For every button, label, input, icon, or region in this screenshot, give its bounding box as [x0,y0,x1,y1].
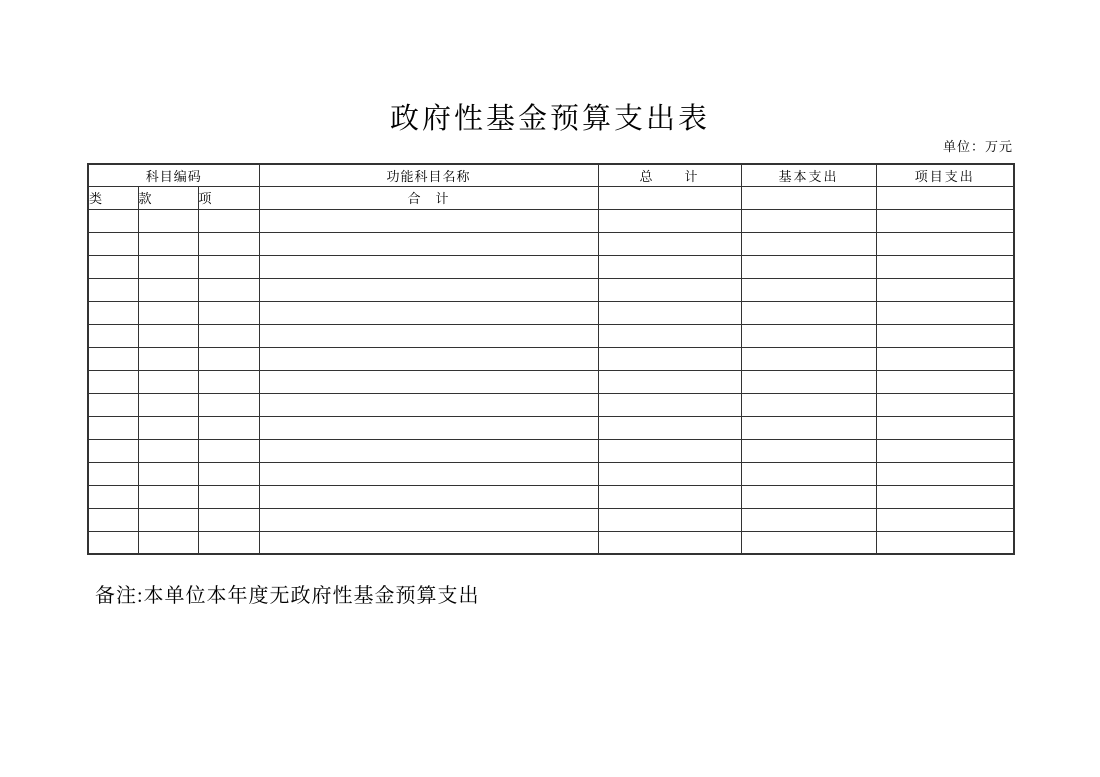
cell-class [88,209,138,232]
cell-basic-expenditure [741,439,876,462]
cell-section [138,462,198,485]
header-col-item: 项 [198,186,259,209]
table-row [88,462,1014,485]
header-grand-total: 总 计 [598,164,741,186]
table-body [88,209,1014,554]
cell-grand-total [598,462,741,485]
cell-function-subject-name [259,209,598,232]
cell-basic-expenditure [741,370,876,393]
header-project-expenditure: 项目支出 [876,164,1014,186]
header-empty-cell-project [876,186,1014,209]
cell-grand-total [598,439,741,462]
table-row [88,370,1014,393]
cell-section [138,278,198,301]
cell-class [88,508,138,531]
cell-project-expenditure [876,209,1014,232]
cell-class [88,255,138,278]
cell-section [138,347,198,370]
cell-function-subject-name [259,462,598,485]
table-row [88,324,1014,347]
cell-section [138,301,198,324]
header-row-1 [88,164,1014,186]
cell-function-subject-name [259,255,598,278]
cell-grand-total [598,209,741,232]
cell-item [198,439,259,462]
cell-section [138,531,198,554]
cell-project-expenditure [876,531,1014,554]
cell-item [198,393,259,416]
cell-item [198,508,259,531]
cell-grand-total [598,278,741,301]
cell-section [138,508,198,531]
cell-basic-expenditure [741,485,876,508]
cell-grand-total [598,255,741,278]
table-row [88,439,1014,462]
page-title: 政府性基金预算支出表 [389,103,710,135]
cell-grand-total [598,232,741,255]
cell-class [88,439,138,462]
cell-project-expenditure [876,255,1014,278]
cell-grand-total [598,531,741,554]
remark-note: 备注:本单位本年度无政府性基金预算支出 [95,585,480,607]
cell-function-subject-name [259,439,598,462]
cell-class [88,278,138,301]
cell-item [198,255,259,278]
cell-class [88,462,138,485]
cell-class [88,531,138,554]
cell-basic-expenditure [741,324,876,347]
table-row [88,255,1014,278]
cell-section [138,393,198,416]
table-row [88,416,1014,439]
cell-project-expenditure [876,347,1014,370]
cell-item [198,301,259,324]
cell-section [138,324,198,347]
cell-item [198,278,259,301]
cell-basic-expenditure [741,255,876,278]
cell-grand-total [598,301,741,324]
cell-basic-expenditure [741,508,876,531]
cell-function-subject-name [259,347,598,370]
cell-function-subject-name [259,278,598,301]
cell-function-subject-name [259,301,598,324]
cell-item [198,370,259,393]
cell-function-subject-name [259,485,598,508]
cell-basic-expenditure [741,209,876,232]
cell-grand-total [598,416,741,439]
cell-basic-expenditure [741,462,876,485]
table-row [88,508,1014,531]
cell-class [88,485,138,508]
cell-section [138,255,198,278]
cell-project-expenditure [876,370,1014,393]
cell-grand-total [598,324,741,347]
header-col-class: 类 [88,186,138,209]
header-basic-expenditure: 基本支出 [741,164,876,186]
cell-function-subject-name [259,232,598,255]
table-row [88,232,1014,255]
cell-project-expenditure [876,324,1014,347]
cell-item [198,347,259,370]
cell-function-subject-name [259,508,598,531]
header-empty-cell-basic [741,186,876,209]
cell-basic-expenditure [741,416,876,439]
cell-section [138,439,198,462]
cell-item [198,462,259,485]
cell-class [88,416,138,439]
cell-item [198,416,259,439]
table-row [88,278,1014,301]
table-row [88,393,1014,416]
cell-item [198,324,259,347]
cell-project-expenditure [876,508,1014,531]
header-total-row-label: 合 计 [259,186,598,209]
cell-function-subject-name [259,370,598,393]
cell-section [138,209,198,232]
cell-basic-expenditure [741,278,876,301]
cell-section [138,485,198,508]
cell-grand-total [598,485,741,508]
cell-grand-total [598,393,741,416]
header-subject-code: 科目编码 [88,164,259,186]
cell-project-expenditure [876,278,1014,301]
cell-item [198,485,259,508]
cell-project-expenditure [876,416,1014,439]
cell-basic-expenditure [741,347,876,370]
cell-class [88,393,138,416]
unit-label: 单位：万元 [942,139,1013,154]
table-row [88,347,1014,370]
cell-project-expenditure [876,485,1014,508]
cell-item [198,531,259,554]
cell-basic-expenditure [741,232,876,255]
cell-class [88,232,138,255]
cell-grand-total [598,347,741,370]
cell-grand-total [598,370,741,393]
cell-basic-expenditure [741,301,876,324]
cell-class [88,347,138,370]
cell-class [88,324,138,347]
cell-project-expenditure [876,393,1014,416]
cell-basic-expenditure [741,393,876,416]
cell-section [138,370,198,393]
cell-item [198,209,259,232]
cell-item [198,232,259,255]
cell-function-subject-name [259,324,598,347]
header-empty-cell-grand-total [598,186,741,209]
header-function-subject-name: 功能科目名称 [259,164,598,186]
cell-function-subject-name [259,393,598,416]
table-row [88,209,1014,232]
table-row [88,531,1014,554]
cell-project-expenditure [876,439,1014,462]
cell-section [138,416,198,439]
cell-project-expenditure [876,301,1014,324]
cell-class [88,301,138,324]
cell-function-subject-name [259,531,598,554]
cell-section [138,232,198,255]
cell-project-expenditure [876,232,1014,255]
table-row [88,301,1014,324]
budget-table [87,163,1015,555]
header-row-2 [88,186,1014,209]
cell-class [88,370,138,393]
cell-basic-expenditure [741,531,876,554]
table-row [88,485,1014,508]
header-col-section: 款 [138,186,198,209]
cell-project-expenditure [876,462,1014,485]
cell-grand-total [598,508,741,531]
cell-function-subject-name [259,416,598,439]
